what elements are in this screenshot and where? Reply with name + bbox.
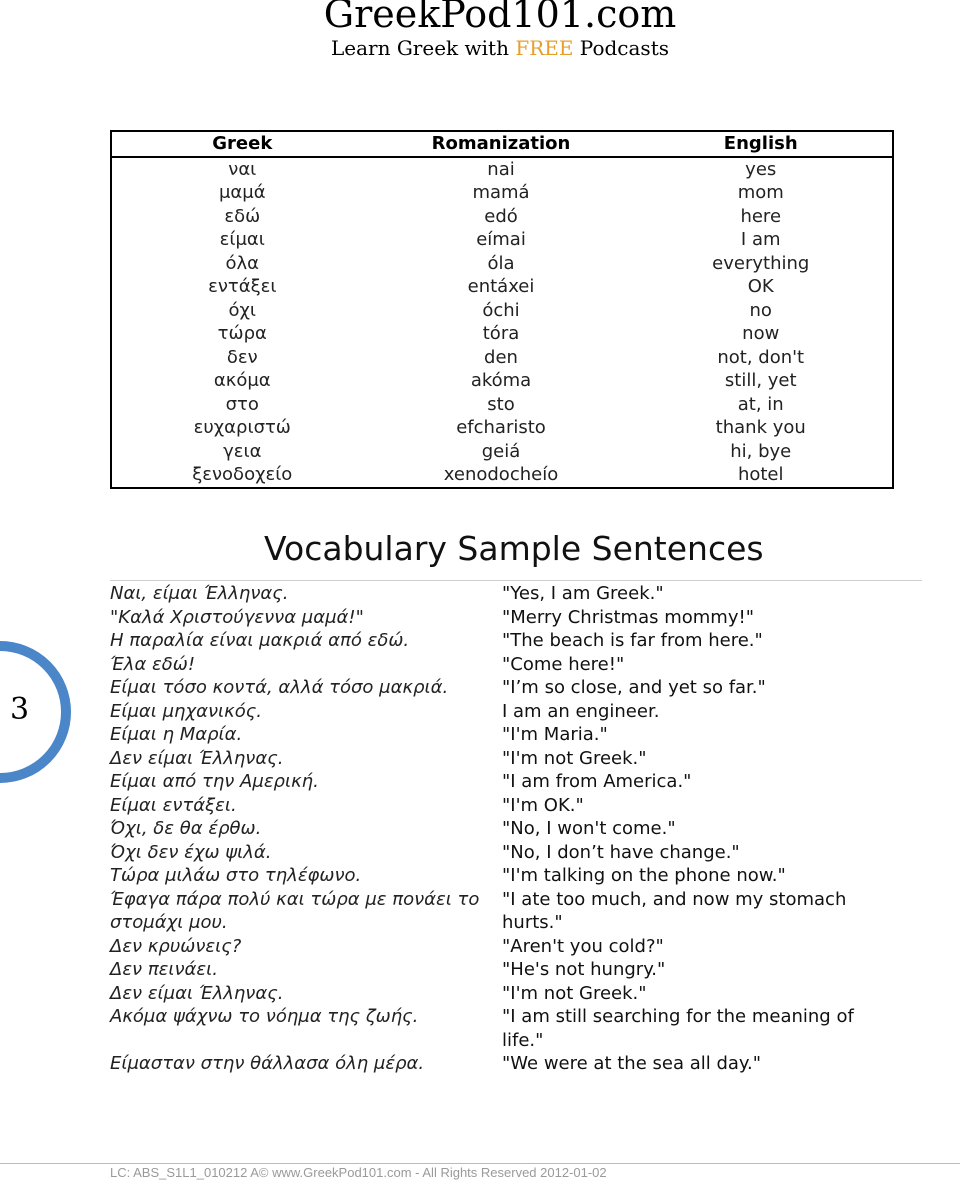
table-row	[111, 463, 893, 488]
sentence-row	[110, 864, 900, 888]
english-translation: "The beach is far from here."	[502, 630, 763, 651]
romanization-cell: xenodocheío	[443, 464, 559, 486]
footer-copyright: LC: ABS_S1L1_010212 A© www.GreekPod101.com - All Rights Reserved 2012-01-02	[110, 1165, 607, 1180]
greek-cell: εντάξει	[208, 276, 277, 298]
sentence-row	[110, 606, 900, 630]
greek-sentence: Είμαι τόσο κοντά, αλλά τόσο μακριά.	[110, 677, 449, 698]
table-row	[111, 299, 893, 323]
tagline-prefix: Learn Greek with	[330, 36, 516, 60]
english-cell: thank you	[715, 417, 806, 439]
greek-sentence: Έλα εδώ!	[110, 653, 196, 675]
greek-sentence: Δεν είμαι Έλληνας.	[110, 747, 284, 769]
english-translation: I am an engineer.	[502, 700, 660, 722]
greek-cell: ευχαριστώ	[193, 417, 291, 439]
vocabulary-table	[110, 130, 894, 489]
greek-cell: όλα	[225, 252, 260, 274]
english-translation: "I am still searching for the meaning of life."	[502, 1006, 854, 1051]
greek-cell: εδώ	[224, 205, 261, 227]
english-translation: "We were at the sea all day."	[502, 1053, 761, 1074]
table-row	[111, 346, 893, 370]
sentence-row	[110, 841, 900, 865]
site-tagline	[0, 36, 960, 60]
greek-sentence: Όχι δεν έχω ψιλά.	[110, 841, 272, 863]
english-cell: hotel	[737, 464, 784, 486]
table-row	[111, 322, 893, 346]
sentence-row	[110, 888, 900, 935]
greek-sentence: Ακόμα ψάχνω το νόημα της ζωής.	[110, 1006, 419, 1027]
english-translation: "Yes, I am Greek."	[502, 583, 664, 604]
english-translation: "I'm OK."	[502, 794, 584, 816]
english-cell: at, in	[737, 393, 784, 415]
sentence-row	[110, 982, 900, 1006]
greek-sentence: Είμαι η Μαρία.	[110, 724, 243, 745]
romanization-cell: eímai	[476, 229, 526, 251]
table-row	[111, 252, 893, 276]
english-cell: yes	[745, 158, 777, 180]
greek-sentence: Έφαγα πάρα πολύ και τώρα με πονάει το στομάχι μου.	[110, 888, 480, 933]
greek-sentence: Τώρα μιλάω στο τηλέφωνο.	[110, 865, 362, 886]
table-row	[111, 416, 893, 440]
greek-sentence: Είμαι μηχανικός.	[110, 700, 263, 722]
english-translation: "No, I won't come."	[502, 818, 676, 839]
greek-cell: στο	[225, 393, 259, 415]
english-cell: I am	[740, 229, 781, 251]
page-number: 3	[10, 692, 30, 727]
sentence-row	[110, 629, 900, 653]
tagline-free: FREE	[515, 36, 574, 60]
footer-divider	[0, 1163, 960, 1164]
sentence-row	[110, 958, 900, 982]
greek-sentence: Δεν πεινάει.	[110, 959, 218, 980]
sentence-row	[110, 794, 900, 818]
greek-cell: ναι	[228, 158, 257, 180]
english-cell: hi, bye	[730, 440, 792, 462]
english-cell: OK	[747, 276, 774, 298]
greek-sentence: Όχι, δε θα έρθω.	[110, 818, 262, 839]
english-cell: here	[740, 205, 782, 227]
vocabulary-rows	[111, 157, 893, 488]
english-cell: now	[742, 323, 780, 345]
table-row	[111, 228, 893, 252]
greek-cell: ξενοδοχείο	[192, 464, 293, 486]
english-translation: "I'm Maria."	[502, 724, 608, 745]
site-title: GreekPod101.com	[323, 0, 677, 36]
greek-sentence: "Καλά Χριστούγεννα μαμά!"	[110, 606, 364, 628]
sentence-row	[110, 1052, 900, 1076]
page-header	[0, 0, 960, 60]
romanization-cell: efcharisto	[456, 417, 546, 439]
english-translation: "Aren't you cold?"	[502, 935, 664, 957]
section-divider	[110, 580, 922, 581]
table-row	[111, 205, 893, 229]
romanization-cell: mamá	[472, 182, 530, 204]
sample-sentences	[110, 582, 900, 1076]
greek-cell: είμαι	[219, 229, 265, 251]
table-row	[111, 440, 893, 464]
romanization-cell: entáxei	[467, 276, 535, 298]
column-header-romanization: Romanization	[373, 131, 630, 157]
romanization-cell: den	[484, 346, 518, 368]
english-translation: "I'm not Greek."	[502, 982, 647, 1004]
romanization-cell: óchi	[482, 299, 520, 321]
english-translation: "I'm talking on the phone now."	[502, 865, 786, 886]
table-row	[111, 181, 893, 205]
sentence-row	[110, 1005, 900, 1052]
tagline-suffix: Podcasts	[573, 36, 669, 60]
english-cell: everything	[712, 252, 810, 274]
english-translation: "I am from America."	[502, 771, 692, 792]
english-translation: "I ate too much, and now my stomach hurts."	[502, 888, 847, 933]
english-cell: mom	[737, 182, 784, 204]
english-cell: still, yet	[724, 370, 797, 392]
greek-cell: όχι	[228, 299, 257, 321]
romanization-cell: tóra	[482, 323, 520, 345]
greek-cell: τώρα	[217, 323, 267, 345]
romanization-cell: nai	[487, 158, 515, 180]
greek-sentence: Είμασταν στην θάλλασα όλη μέρα.	[110, 1053, 425, 1074]
romanization-cell: akóma	[470, 370, 532, 392]
greek-sentence: Δεν κρυώνεις?	[110, 935, 242, 957]
english-cell: not, don't	[717, 346, 805, 368]
column-header-english: English	[629, 131, 893, 157]
sentence-row	[110, 935, 900, 959]
english-translation: "No, I don’t have change."	[502, 841, 740, 863]
greek-sentence: Ναι, είμαι Έλληνας.	[110, 583, 289, 604]
sentence-row	[110, 817, 900, 841]
english-translation: "He's not hungry."	[502, 959, 666, 980]
vocabulary-header-row	[111, 131, 893, 157]
table-row	[111, 393, 893, 417]
sentence-row	[110, 747, 900, 771]
column-header-greek: Greek	[111, 131, 373, 157]
greek-sentence: Είμαι από την Αμερική.	[110, 771, 319, 792]
sentence-row	[110, 700, 900, 724]
english-cell: no	[749, 299, 772, 321]
english-translation: "I’m so close, and yet so far."	[502, 677, 766, 698]
sentence-row	[110, 770, 900, 794]
romanization-cell: sto	[487, 393, 515, 415]
sentence-row	[110, 676, 900, 700]
sentence-row	[110, 653, 900, 677]
sentence-row	[110, 582, 900, 606]
romanization-cell: óla	[487, 252, 515, 274]
greek-cell: δεν	[226, 346, 258, 368]
romanization-cell: geiá	[481, 440, 521, 462]
greek-sentence: Είμαι εντάξει.	[110, 794, 237, 816]
greek-cell: γεια	[223, 440, 262, 462]
table-row	[111, 157, 893, 182]
romanization-cell: edó	[484, 205, 518, 227]
greek-sentence: Η παραλία είναι μακριά από εδώ.	[110, 630, 410, 651]
table-row	[111, 369, 893, 393]
english-translation: "I'm not Greek."	[502, 747, 647, 769]
english-translation: "Come here!"	[502, 653, 625, 675]
table-row	[111, 275, 893, 299]
english-translation: "Merry Christmas mommy!"	[502, 606, 754, 628]
section-title: Vocabulary Sample Sentences	[264, 529, 764, 568]
greek-cell: μαμά	[218, 182, 266, 204]
greek-sentence: Δεν είμαι Έλληνας.	[110, 982, 284, 1004]
sentence-row	[110, 723, 900, 747]
greek-cell: ακόμα	[213, 370, 271, 392]
